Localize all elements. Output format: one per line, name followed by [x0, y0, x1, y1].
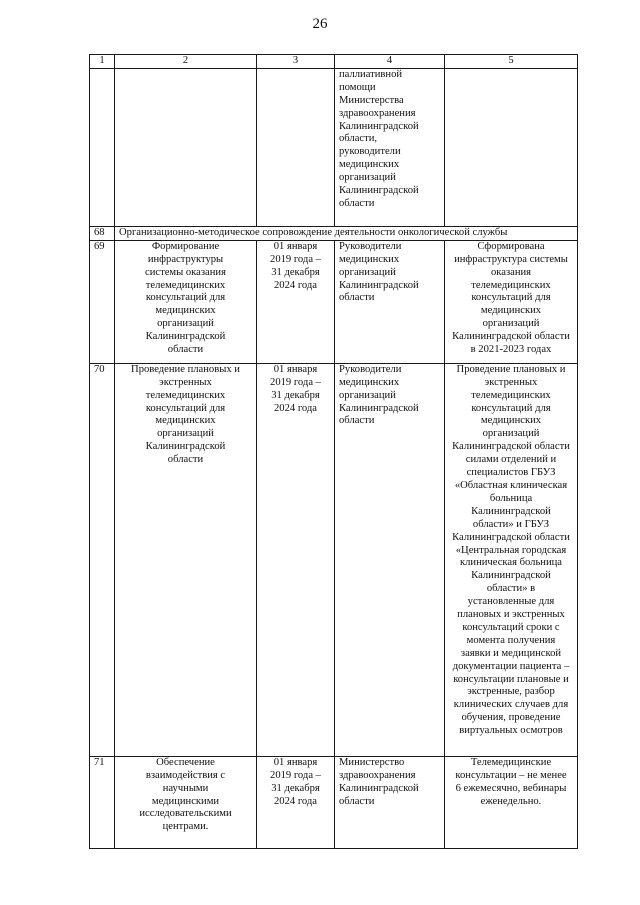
cell-text-line: научными: [162, 782, 209, 794]
cell-text-line: взаимодействия с: [145, 769, 226, 781]
cell-text-line: помощи: [339, 81, 376, 93]
column-header-row: [90, 55, 578, 69]
cell-text-line: 6 ежемесячно, вебинары: [455, 782, 567, 794]
cell-text-line: консультации плановые и: [453, 673, 569, 685]
section-row: [90, 226, 578, 240]
cell-text-line: области: [339, 197, 375, 209]
continuation-row: [90, 68, 578, 226]
cell-text-line: организаций: [482, 428, 540, 440]
cell-text-line: Министерства: [339, 94, 404, 106]
cell-text-line: медицинских: [339, 376, 400, 388]
cell-text-line: 2024 года: [273, 402, 317, 414]
cell-text-line: области: [167, 344, 204, 356]
cell-text-line: Сформирована: [477, 240, 545, 252]
cell-text-line: консультаций для: [145, 402, 226, 414]
cell-activity: [115, 240, 257, 363]
cell-text-line: телемедицинских: [145, 389, 226, 401]
cell-text-line: Калининградской: [339, 120, 419, 132]
cell-period: [257, 240, 335, 363]
cell-period: [257, 756, 335, 848]
cell-text-line: 2024 года: [273, 279, 317, 291]
cell-text-line: Калининградской: [145, 441, 226, 453]
cell-text-line: руководители: [339, 146, 401, 158]
cell-text-line: Калининградской: [339, 782, 419, 794]
cell-text-line: экстренных: [159, 376, 212, 388]
cell-text-line: Калининградской области: [452, 441, 570, 453]
table-row: [90, 240, 578, 363]
cell-text-line: установленные для: [467, 596, 555, 608]
cell-text-line: 2019 года –: [270, 253, 321, 265]
cell-activity: [115, 363, 257, 756]
cell-text-line: области: [339, 795, 375, 807]
row-number: 71: [90, 756, 115, 848]
cell-text-line: 2019 года –: [270, 769, 321, 781]
cell-text-line: области: [339, 292, 375, 304]
cell-number: [90, 68, 115, 226]
column-header: 4: [335, 55, 445, 69]
cell-text-line: документации пациента –: [452, 660, 570, 672]
cell-text-line: 31 декабря: [271, 389, 320, 401]
cell-result: [445, 68, 578, 226]
cell-activity: [115, 756, 257, 848]
cell-responsible: [335, 363, 445, 756]
cell-text-line: здравоохранения: [339, 107, 416, 119]
column-header: 2: [115, 55, 257, 69]
cell-result: [445, 756, 578, 848]
cell-text-line: консультаций сроки с: [462, 621, 560, 633]
cell-period: [257, 363, 335, 756]
plan-table: [89, 54, 578, 849]
cell-text-line: Калининградской: [339, 185, 419, 197]
cell-text-line: медицинских: [339, 159, 400, 171]
cell-text-line: экстренных: [484, 376, 538, 388]
cell-text-line: Проведение плановых и: [456, 363, 566, 375]
cell-text-line: медицинских: [480, 415, 542, 427]
cell-text-line: 01 января: [273, 240, 318, 252]
cell-text-line: Калининградской: [339, 279, 419, 291]
section-title: Организационно-методическое сопровождение деятельности онкологической службы: [115, 226, 578, 240]
cell-text-line: медицинских: [155, 415, 216, 427]
cell-text-line: экстренные, разбор: [467, 686, 555, 698]
cell-text-line: медицинских: [339, 253, 400, 265]
cell-text-line: консультаций для: [471, 402, 551, 414]
cell-text-line: медицинских: [480, 305, 542, 317]
cell-text-line: Калининградской области: [452, 531, 570, 543]
table-row: [90, 756, 578, 848]
cell-text-line: области,: [339, 133, 378, 145]
cell-activity: [115, 68, 257, 226]
cell-text-line: телемедицинских: [471, 389, 551, 401]
cell-text-line: организаций: [339, 389, 396, 401]
cell-text-line: плановых и экстренных: [457, 609, 565, 621]
cell-text-line: Руководители: [339, 363, 402, 375]
cell-text-line: клинических случаев для: [453, 699, 569, 711]
cell-period: [257, 68, 335, 226]
cell-text-line: медицинских: [155, 305, 216, 317]
column-header: 5: [445, 55, 578, 69]
cell-text-line: Калининградской: [471, 570, 551, 582]
cell-text-line: организаций: [482, 318, 540, 330]
cell-text-line: 31 декабря: [271, 782, 320, 794]
cell-text-line: клиническая больница: [459, 557, 563, 569]
cell-text-line: области: [167, 454, 204, 466]
cell-text-line: Проведение плановых и: [131, 363, 240, 375]
cell-text-line: силами отделений и: [465, 454, 557, 466]
cell-text-line: 01 января: [273, 363, 318, 375]
cell-text-line: организаций: [339, 172, 396, 184]
cell-text-line: инфраструктуры: [147, 253, 224, 265]
cell-text-line: 01 января: [273, 756, 318, 768]
table-row: [90, 363, 578, 756]
cell-text-line: Министерство: [339, 756, 405, 768]
cell-text-line: Калининградской области: [452, 331, 570, 343]
cell-responsible: [335, 240, 445, 363]
cell-responsible: [335, 756, 445, 848]
cell-text-line: Калининградской: [339, 402, 419, 414]
cell-result: [445, 240, 578, 363]
cell-text-line: системы оказания: [145, 266, 226, 278]
cell-text-line: Руководители: [339, 240, 402, 252]
cell-text-line: телемедицинских: [471, 279, 551, 291]
cell-text-line: консультаций для: [145, 292, 226, 304]
cell-text-line: консультаций для: [471, 292, 551, 304]
cell-text-line: паллиативной: [339, 68, 403, 80]
cell-text-line: Калининградской: [471, 505, 551, 517]
row-number: 69: [90, 240, 115, 363]
cell-text-line: Телемедицинские: [470, 756, 552, 768]
cell-text-line: области: [339, 415, 375, 427]
cell-text-line: центрами.: [162, 821, 209, 833]
cell-text-line: инфраструктура системы: [454, 253, 568, 265]
cell-text-line: «Центральная городская: [455, 544, 567, 556]
cell-text-line: области» и ГБУЗ: [472, 518, 550, 530]
cell-text-line: исследовательскими: [139, 808, 232, 820]
cell-text-line: медицинскими: [151, 795, 220, 807]
cell-text-line: в 2021-2023 годах: [470, 344, 552, 356]
cell-text-line: 2019 года –: [270, 376, 321, 388]
cell-text-line: консультации – не менее: [455, 769, 567, 781]
cell-text-line: здравоохранения: [339, 769, 416, 781]
cell-text-line: больница: [489, 492, 533, 504]
row-number: 70: [90, 363, 115, 756]
cell-text-line: 2024 года: [273, 795, 317, 807]
cell-text-line: «Областная клиническая: [454, 479, 568, 491]
cell-text-line: заявки и медицинской: [460, 647, 562, 659]
cell-text-line: Калининградской: [145, 331, 226, 343]
column-header: 1: [90, 55, 115, 69]
cell-text-line: еженедельно.: [480, 795, 542, 807]
cell-text-line: области» в: [486, 583, 536, 595]
cell-text-line: специалистов ГБУЗ: [466, 467, 556, 479]
cell-text-line: организаций: [157, 428, 214, 440]
cell-text-line: оказания: [490, 266, 532, 278]
cell-text-line: момента получения: [466, 634, 556, 646]
column-header: 3: [257, 55, 335, 69]
cell-text-line: обучения, проведение: [461, 712, 561, 724]
cell-result: [445, 363, 578, 756]
cell-text-line: виртуальных осмотров: [459, 725, 563, 737]
cell-text-line: Формирование: [151, 240, 220, 252]
cell-text-line: телемедицинских: [145, 279, 226, 291]
cell-text-line: 31 декабря: [271, 266, 320, 278]
section-number: 68: [90, 226, 115, 240]
cell-text-line: Обеспечение: [156, 756, 215, 768]
cell-responsible: [335, 68, 445, 226]
page-number: 26: [312, 16, 328, 32]
cell-text-line: организаций: [157, 318, 214, 330]
cell-text-line: организаций: [339, 266, 396, 278]
